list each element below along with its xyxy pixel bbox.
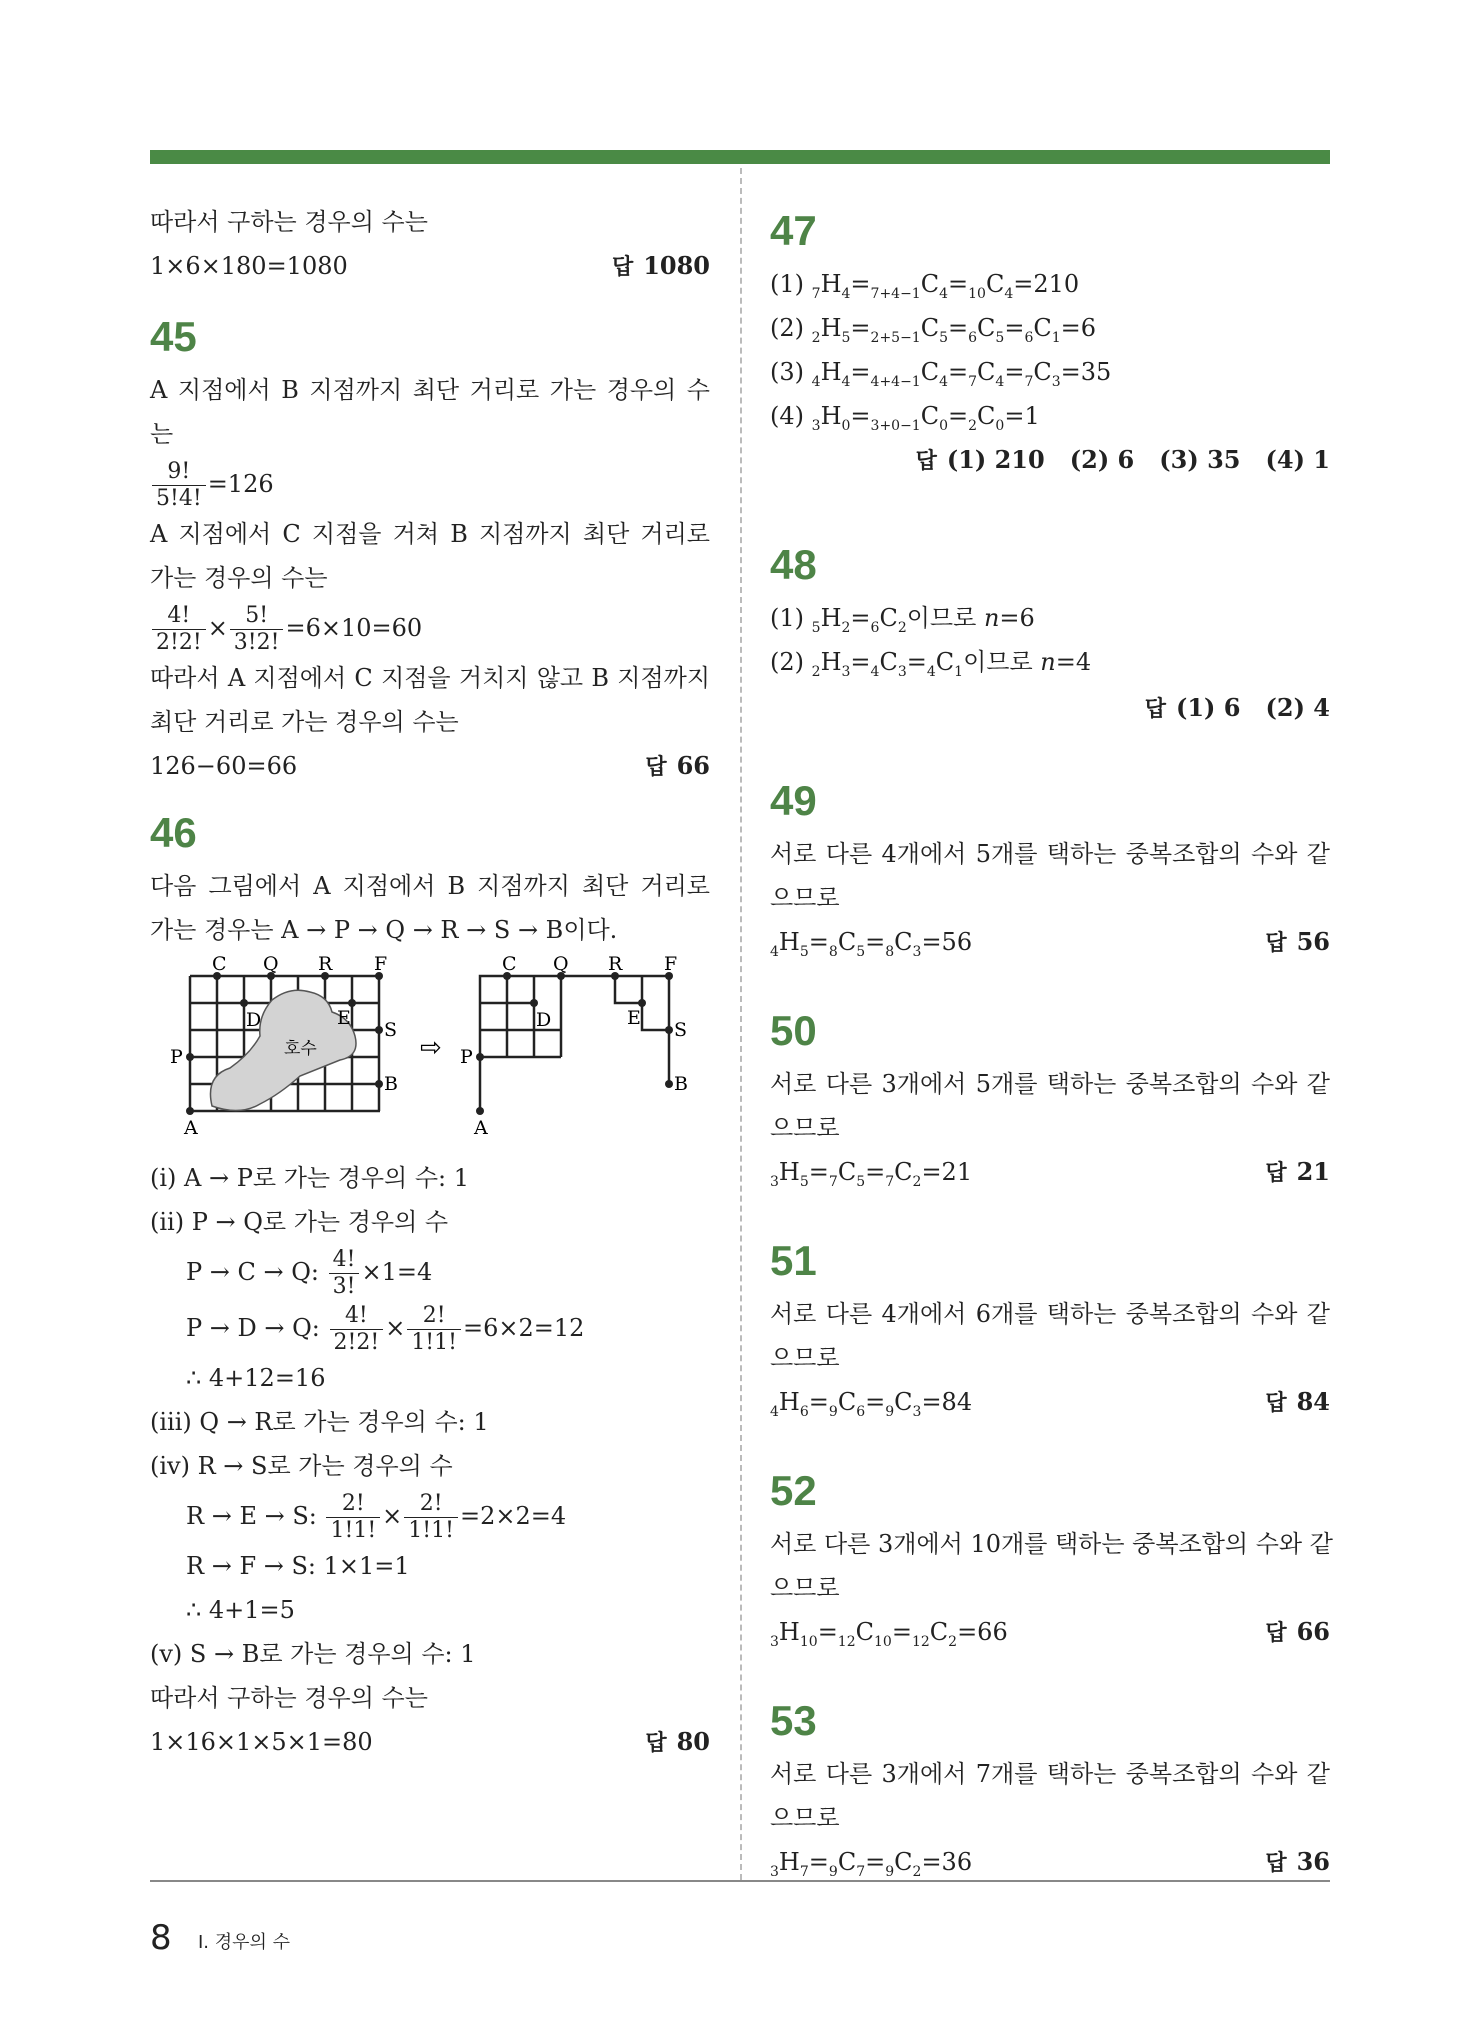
formula-line: (1) $_7H_4=_{7+4-1}C_4=_{10}C_4=210$	[770, 270, 1080, 302]
path-network	[480, 976, 669, 1111]
answer-line: $_4H_6=_9C_6=_9C_3=84$ 답 84	[770, 1380, 1330, 1424]
svg-text:A: A	[474, 1117, 488, 1139]
answer: 답 36	[1265, 1847, 1330, 1876]
answer-line: $_3H_5=_7C_5=_7C_2=21$ 답 21	[770, 1150, 1330, 1194]
text-line: 서로 다른 3개에서 5개를 택하는 중복조합의 수와 같	[770, 1070, 1330, 1098]
answer-line	[770, 686, 1330, 730]
text-line: 따라서 구하는 경우의 수는	[150, 1684, 428, 1712]
answer-line: $_3H_{10}=_{12}C_{10}=_{12}C_2=66$ 답 66	[770, 1610, 1330, 1654]
text-line: 서로 다른 4개에서 5개를 택하는 중복조합의 수와 같	[770, 840, 1330, 868]
svg-text:B: B	[674, 1073, 688, 1095]
text-line: 으므로	[770, 884, 840, 912]
text-line: 서로 다른 3개에서 10개를 택하는 중복조합의 수와 같	[770, 1530, 1333, 1558]
answer: 답 21	[1265, 1157, 1330, 1186]
problem-number: 45	[150, 313, 197, 360]
fraction: $\frac{2!}{1!1!}$	[326, 1493, 380, 1542]
footer-rule	[150, 1880, 1330, 1882]
text-line: 으므로	[770, 1344, 840, 1372]
problem-number: 47	[770, 207, 817, 254]
svg-text:Q: Q	[553, 956, 569, 975]
svg-text:B: B	[384, 1073, 398, 1095]
problem-number: 50	[770, 1007, 817, 1054]
text-line: A 지점에서 C 지점을 거쳐 B 지점까지 최단 거리로	[150, 520, 710, 548]
left-column	[150, 200, 710, 1764]
answer-line: 1×6×180=1080 답 1080	[150, 244, 710, 288]
points-right	[476, 972, 673, 1115]
answer-line: $_3H_7=_9C_7=_9C_2=36$ 답 36	[770, 1840, 1330, 1884]
answer-line: $_4H_5=_8C_5=_8C_3=56$ 답 56	[770, 920, 1330, 964]
text-line: 으므로	[770, 1574, 840, 1602]
formula-line: P → D → Q: $\frac{4!}{2!2!}$ × $\frac{2!}{1!1!}$ =6×2=12	[186, 1303, 585, 1355]
formula-line: (2) $_2H_3=_4C_3=_4C_1$이므로 n=4	[770, 648, 1092, 680]
grid-figure	[150, 956, 710, 1146]
text-line: (ⅱ) P → Q로 가는 경우의 수	[150, 1208, 449, 1236]
fraction: $\frac{2!}{1!1!}$	[407, 1305, 461, 1354]
problem-number: 52	[770, 1467, 817, 1514]
formula-line: $\frac{9!}{5!4!}$ =126	[150, 456, 710, 512]
formula-line: (2) $_2H_5=_{2+5-1}C_5=_6C_5=_6C_1=6$	[770, 314, 1097, 346]
problem-number: 46	[150, 809, 197, 856]
problem-number: 53	[770, 1697, 817, 1744]
formula-line: P → C → Q: $\frac{4!}{3!}$ ×1=4	[186, 1247, 433, 1299]
svg-text:F: F	[664, 956, 678, 975]
text-line: 서로 다른 3개에서 7개를 택하는 중복조합의 수와 같	[770, 1760, 1330, 1788]
svg-text:D: D	[536, 1009, 552, 1031]
answer-line: 126−60=66 답 66	[150, 744, 710, 788]
formula-line: (4) $_3H_0=_{3+0-1}C_0=_2C_0=1$	[770, 402, 1040, 434]
text-line: 가는 경우는 A → P → Q → R → S → B이다.	[150, 916, 618, 944]
svg-text:D: D	[246, 1009, 262, 1031]
svg-text:R: R	[318, 956, 333, 975]
svg-text:A: A	[184, 1117, 198, 1139]
text-line: 서로 다른 4개에서 6개를 택하는 중복조합의 수와 같	[770, 1300, 1330, 1328]
answer-line	[770, 438, 1330, 482]
answer: 답 84	[1265, 1387, 1330, 1416]
text-line: 으므로	[770, 1114, 840, 1142]
lake-label: 호수	[284, 1039, 317, 1059]
text-line: (ⅰ) A → P로 가는 경우의 수: 1	[150, 1164, 470, 1192]
arrow-icon: ⇨	[420, 1033, 442, 1063]
formula-line: (3) $_4H_4=_{4+4-1}C_4=_7C_4=_7C_3=35$	[770, 358, 1112, 390]
svg-text:R: R	[608, 956, 623, 975]
answer-line: 1×16×1×5×1=80 답 80	[150, 1720, 710, 1764]
answer: 답 66	[1265, 1617, 1330, 1646]
svg-text:C: C	[502, 956, 517, 975]
svg-text:E: E	[337, 1007, 351, 1029]
svg-text:S: S	[674, 1019, 688, 1041]
text-line: A 지점에서 B 지점까지 최단 거리로 가는 경우의 수	[150, 376, 710, 404]
fraction: $\frac{2!}{1!1!}$	[404, 1493, 458, 1542]
text-line: (ⅲ) Q → R로 가는 경우의 수: 1	[150, 1408, 489, 1436]
svg-text:E: E	[627, 1007, 641, 1029]
text-line: 최단 거리로 가는 경우의 수는	[150, 708, 459, 736]
svg-text:Q: Q	[263, 956, 279, 975]
answer: 답 1080	[611, 251, 710, 280]
problem-number: 51	[770, 1237, 817, 1284]
formula-line: (1) $_5H_2=_6C_2$이므로 n=6	[770, 604, 1035, 636]
fraction: $\frac{5!}{3!2!}$	[230, 605, 284, 654]
answer: 답 66	[645, 751, 710, 780]
text-line: 따라서 A 지점에서 C 지점을 거치지 않고 B 지점까지	[150, 664, 710, 692]
text-line: ∴ 4+12=16	[186, 1364, 326, 1392]
svg-text:F: F	[374, 956, 388, 975]
text-line: 으므로	[770, 1804, 840, 1832]
header-bar	[150, 150, 1330, 164]
fraction: $\frac{4!}{3!}$	[329, 1249, 360, 1298]
text-line: R → F → S: 1×1=1	[186, 1552, 410, 1580]
answer: 답 (1) 210 (2) 6 (3) 35 (4) 1	[915, 445, 1330, 474]
svg-text:P: P	[460, 1046, 473, 1068]
formula-line: $\frac{4!}{2!2!}$ × $\frac{5!}{3!2!}$ =6×10=60	[150, 600, 710, 656]
page-number: 8	[150, 1918, 172, 1958]
fraction: $\frac{9!}{5!4!}$	[152, 461, 206, 510]
problem-number: 48	[770, 541, 817, 588]
chapter-title: Ⅰ. 경우의 수	[198, 1932, 291, 1953]
answer: 답 80	[645, 1727, 710, 1756]
text-line: (ⅳ) R → S로 가는 경우의 수	[150, 1452, 453, 1480]
svg-text:C: C	[212, 956, 227, 975]
text-line: 가는 경우의 수는	[150, 564, 328, 592]
fraction: $\frac{4!}{2!2!}$	[152, 605, 206, 654]
text-line: ∴ 4+1=5	[186, 1596, 295, 1624]
answer: 답 56	[1265, 927, 1330, 956]
problem-number: 49	[770, 777, 817, 824]
formula-line: R → E → S: $\frac{2!}{1!1!}$ × $\frac{2!}{1!1!}$ =2×2=4	[186, 1491, 567, 1543]
answer: 답 (1) 6 (2) 4	[1144, 693, 1330, 722]
fraction: $\frac{4!}{2!2!}$	[330, 1305, 384, 1354]
svg-text:S: S	[384, 1019, 398, 1041]
svg-text:P: P	[170, 1046, 183, 1068]
right-column	[770, 200, 1333, 1884]
column-divider	[740, 168, 742, 1880]
text-line: 따라서 구하는 경우의 수는	[150, 208, 428, 236]
text-line: 는	[150, 420, 174, 448]
text-line: 다음 그림에서 A 지점에서 B 지점까지 최단 거리로	[150, 872, 710, 900]
text-line: (ⅴ) S → B로 가는 경우의 수: 1	[150, 1640, 476, 1668]
